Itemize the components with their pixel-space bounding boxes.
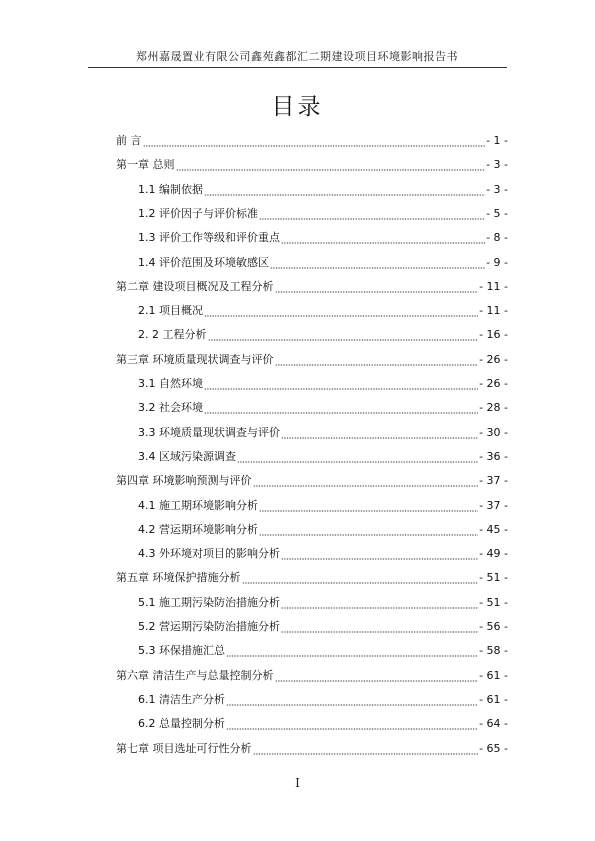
- toc-entry[interactable]: [116, 713, 508, 731]
- header-rule: [88, 67, 507, 68]
- toc-entry-page: - 51 -: [479, 571, 508, 585]
- toc-entry[interactable]: [116, 738, 508, 756]
- running-header: 郑州嘉晟置业有限公司鑫苑鑫都汇二期建设项目环境影响报告书: [136, 50, 458, 63]
- toc-entry[interactable]: [116, 640, 508, 658]
- toc-entry-title: 第七章 项目选址可行性分析: [116, 741, 252, 755]
- toc-leader-dots: [253, 742, 479, 756]
- toc-entry-title: 第三章 环境质量现状调查与评价: [116, 352, 274, 366]
- toc-entry-title: 前 言: [116, 134, 142, 147]
- toc-leader-dots: [237, 450, 478, 464]
- toc-entry-title: 6.2 总量控制分析: [138, 717, 225, 731]
- toc-entry-page: - 56 -: [479, 620, 508, 633]
- toc-leader-dots: [253, 474, 479, 488]
- toc-entry[interactable]: [116, 154, 508, 172]
- page-title: 目录: [271, 94, 324, 120]
- page-number: I: [295, 776, 300, 790]
- toc-entry[interactable]: [116, 130, 508, 148]
- toc-entry[interactable]: [116, 349, 508, 367]
- toc-leader-dots: [208, 328, 479, 342]
- toc-entry-page: - 11 -: [479, 279, 508, 293]
- toc-entry-page: - 5 -: [486, 206, 508, 220]
- toc-entry-page: - 36 -: [479, 449, 508, 463]
- toc-entry-title: 5.2 营运期污染防治措施分析: [138, 620, 280, 633]
- toc-entry-title: 第一章 总则: [116, 158, 175, 172]
- toc-entry[interactable]: [116, 495, 508, 513]
- toc-leader-dots: [242, 571, 479, 585]
- toc-entry-title: 4.2 营运期环境影响分析: [138, 522, 258, 536]
- toc-leader-dots: [176, 158, 486, 172]
- toc-leader-dots: [281, 596, 478, 610]
- toc-entry[interactable]: [116, 252, 508, 270]
- toc-entry-page: - 11 -: [479, 304, 508, 318]
- toc-entry[interactable]: [116, 276, 508, 294]
- toc-leader-dots: [143, 134, 486, 148]
- toc-entry[interactable]: [116, 543, 508, 561]
- toc-entry-title: 5.3 环保措施汇总: [138, 644, 225, 658]
- toc-entry[interactable]: [116, 324, 508, 342]
- toc-leader-dots: [270, 256, 485, 270]
- toc-entry[interactable]: [116, 616, 508, 634]
- toc-entry-page: - 61 -: [479, 668, 508, 682]
- toc-entry[interactable]: [116, 519, 508, 537]
- toc-leader-dots: [259, 499, 478, 513]
- toc-entry-page: - 51 -: [479, 595, 508, 609]
- toc-entry-page: - 26 -: [479, 352, 508, 366]
- toc-entry[interactable]: [116, 592, 508, 610]
- toc-entry[interactable]: [116, 665, 508, 683]
- toc-entry[interactable]: [116, 300, 508, 318]
- toc-leader-dots: [204, 401, 478, 415]
- toc-entry-title: 1.2 评价因子与评价标准: [138, 206, 258, 220]
- toc-entry-page: - 45 -: [479, 522, 508, 536]
- toc-entry-title: 3.2 社会环境: [138, 401, 203, 415]
- toc-entry-title: 3.1 自然环境: [138, 377, 203, 390]
- toc-entry-page: - 28 -: [479, 401, 508, 415]
- toc-leader-dots: [275, 669, 479, 683]
- toc-entry-page: - 1 -: [486, 134, 508, 147]
- toc-leader-dots: [275, 280, 479, 294]
- toc-entry[interactable]: [116, 689, 508, 707]
- toc-leader-dots: [281, 620, 478, 634]
- toc-leader-dots: [226, 644, 478, 658]
- toc-entry-page: - 37 -: [479, 474, 508, 488]
- toc-entry-page: - 37 -: [479, 498, 508, 512]
- toc-entry-page: - 49 -: [479, 547, 508, 561]
- toc-leader-dots: [204, 304, 478, 318]
- toc-leader-dots: [281, 231, 485, 245]
- toc-entry[interactable]: [116, 567, 508, 585]
- toc-entry[interactable]: [116, 446, 508, 464]
- toc-entry[interactable]: [116, 373, 508, 391]
- toc-entry-page: - 9 -: [486, 255, 508, 269]
- toc-entry-page: - 58 -: [479, 644, 508, 658]
- toc-entry-page: - 64 -: [479, 717, 508, 731]
- toc-entry[interactable]: [116, 470, 508, 488]
- toc-entry-title: 2. 2 工程分析: [138, 328, 207, 342]
- toc-entry-title: 6.1 清洁生产分析: [138, 692, 225, 706]
- toc-entry-title: 4.1 施工期环境影响分析: [138, 498, 258, 512]
- toc-entry-title: 2.1 项目概况: [138, 304, 203, 318]
- toc-entry[interactable]: [116, 179, 508, 197]
- toc-entry-title: 3.3 环境质量现状调查与评价: [138, 425, 280, 439]
- toc-leader-dots: [281, 547, 478, 561]
- toc-entry-page: - 65 -: [479, 741, 508, 755]
- toc-entry-page: - 26 -: [479, 377, 508, 390]
- toc-entry-title: 第二章 建设项目概况及工程分析: [116, 279, 274, 293]
- toc-entry-title: 3.4 区域污染源调查: [138, 449, 236, 463]
- toc-entry-page: - 3 -: [486, 158, 508, 172]
- toc-entry-title: 第五章 环境保护措施分析: [116, 571, 241, 585]
- toc-entry[interactable]: [116, 422, 508, 440]
- toc-leader-dots: [226, 693, 478, 707]
- toc-leader-dots: [275, 353, 479, 367]
- toc-leader-dots: [281, 426, 478, 440]
- toc-leader-dots: [259, 523, 478, 537]
- toc-entry-page: - 61 -: [479, 692, 508, 706]
- toc-entry-page: - 8 -: [486, 231, 508, 245]
- toc-entry[interactable]: [116, 203, 508, 221]
- toc-entry-title: 第六章 清洁生产与总量控制分析: [116, 668, 274, 682]
- toc-entry-title: 1.3 评价工作等级和评价重点: [138, 231, 280, 245]
- toc-entry[interactable]: [116, 227, 508, 245]
- toc-entry-page: - 16 -: [479, 328, 508, 342]
- toc-entry-page: - 30 -: [479, 425, 508, 439]
- toc-entry-title: 5.1 施工期污染防治措施分析: [138, 595, 280, 609]
- toc-entry-title: 4.3 外环境对项目的影响分析: [138, 547, 280, 561]
- toc-entry-title: 第四章 环境影响预测与评价: [116, 474, 252, 488]
- toc-entry-page: - 3 -: [486, 182, 508, 196]
- toc-leader-dots: [259, 207, 485, 221]
- toc-leader-dots: [204, 183, 485, 197]
- toc-entry[interactable]: [116, 397, 508, 415]
- toc-leader-dots: [204, 377, 478, 391]
- toc-leader-dots: [226, 717, 478, 731]
- toc-entry-title: 1.4 评价范围及环境敏感区: [138, 255, 269, 269]
- toc-entry-title: 1.1 编制依据: [138, 182, 203, 196]
